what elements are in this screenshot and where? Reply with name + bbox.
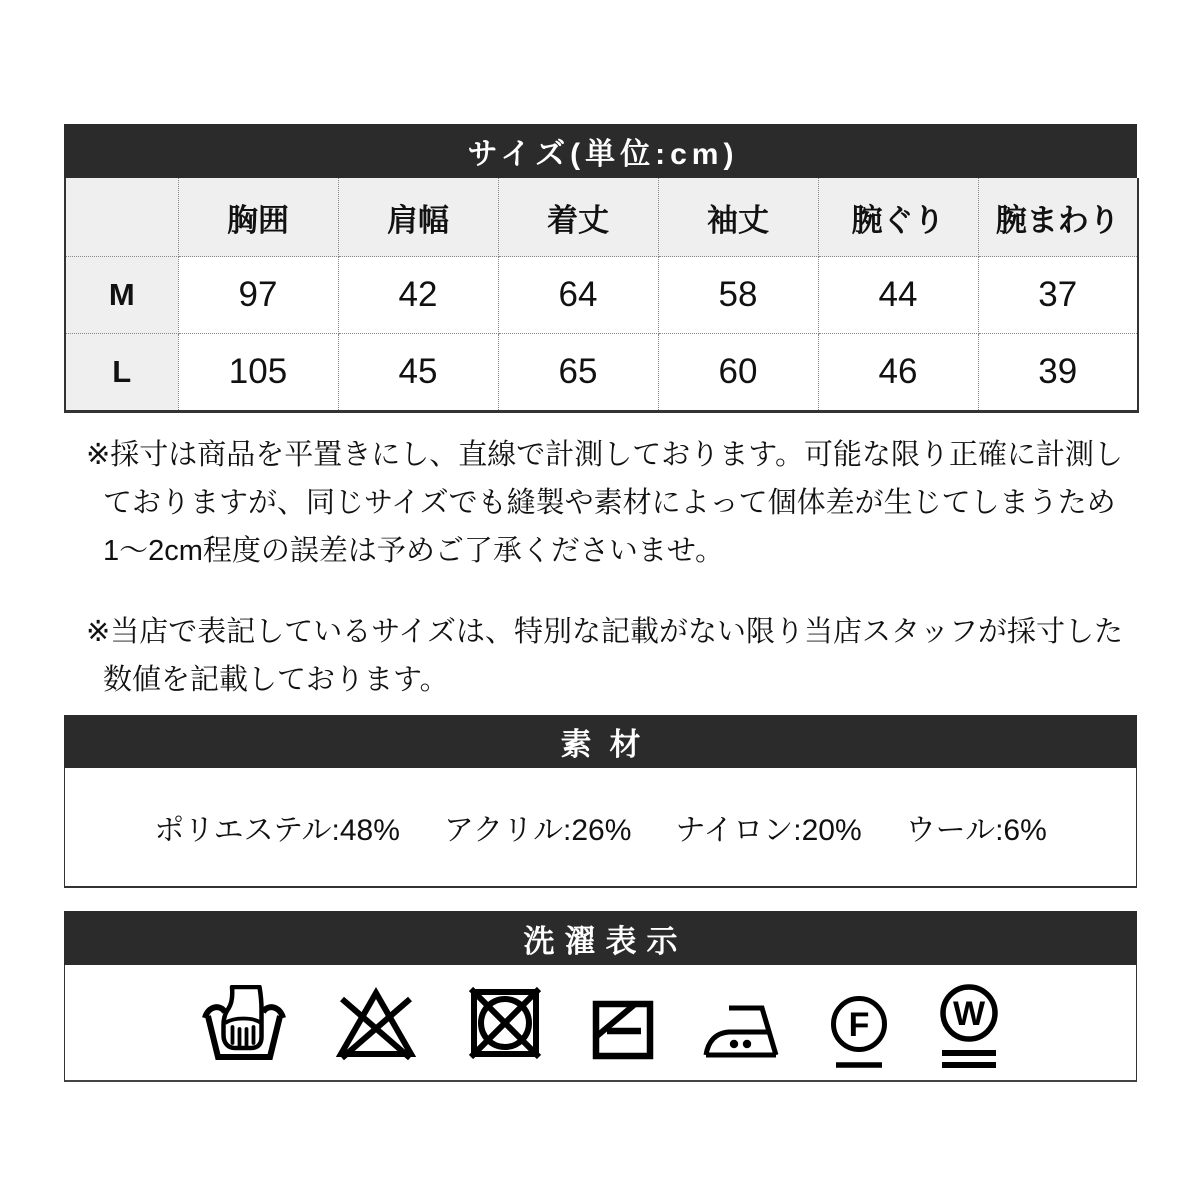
size-section [64, 124, 1137, 413]
material-item: ポリエステル:48% [154, 814, 400, 847]
size-value: 45 [338, 334, 498, 412]
material-item: ウール:6% [905, 814, 1047, 847]
size-value: 37 [978, 257, 1138, 334]
dry-flat-in-shade-icon [592, 1000, 654, 1060]
do-not-bleach-icon [334, 987, 418, 1063]
size-value: 58 [658, 257, 818, 334]
size-value: 39 [978, 334, 1138, 412]
table-row-size-m [65, 257, 1138, 334]
size-value: 64 [498, 257, 658, 334]
size-label: M [65, 257, 178, 334]
material-composition [64, 768, 1137, 888]
note-line: 数値を記載しております。 [103, 664, 449, 696]
size-table [64, 178, 1139, 413]
note-line: ※採寸は商品を平置きにし、直線で計測しております。可能な限り正確に計測し [86, 439, 1123, 471]
note-line: ておりますが、同じサイズでも縫製や素材によって個体差が生じてしまうため [103, 487, 1116, 519]
wet-clean-very-gentle-icon [937, 984, 1001, 1076]
material-section [64, 715, 1137, 888]
care-title: 洗濯表示 [523, 923, 688, 959]
size-title-bar [64, 124, 1137, 178]
wet-clean-letter: W [952, 995, 985, 1033]
column-header-sleeve: 袖丈 [658, 178, 818, 257]
note-line: ※当店で表記しているサイズは、特別な記載がない限り当店スタッフが採寸した [86, 616, 1123, 648]
size-label: L [65, 334, 178, 412]
size-value: 105 [178, 334, 338, 412]
measurement-note [86, 431, 1156, 575]
size-value: 44 [818, 257, 978, 334]
material-item: ナイロン:20% [675, 814, 862, 847]
column-header-length: 着丈 [498, 178, 658, 257]
care-symbols-row [64, 965, 1137, 1082]
care-section [64, 911, 1137, 1082]
material-title: 素材 [560, 727, 659, 762]
dry-clean-petroleum-gentle-icon [828, 995, 890, 1069]
size-table-header-row [65, 178, 1138, 257]
sizing-note [86, 608, 1156, 704]
column-header-arm-circumference: 腕まわり [978, 178, 1138, 257]
iron-medium-heat-icon [701, 1003, 781, 1060]
note-line: 1〜2cm程度の誤差は予めご了承くださいませ。 [103, 535, 725, 567]
material-title-bar [64, 715, 1137, 768]
size-value: 65 [498, 334, 658, 412]
table-row-size-l [65, 334, 1138, 412]
column-header-chest: 胸囲 [178, 178, 338, 257]
size-value: 46 [818, 334, 978, 412]
size-title: サイズ(単位:cm) [467, 138, 739, 171]
do-not-tumble-dry-icon [465, 983, 545, 1063]
material-item: アクリル:26% [443, 814, 632, 847]
hand-wash-icon [201, 985, 287, 1063]
size-value: 42 [338, 257, 498, 334]
dry-clean-letter: F [848, 1006, 869, 1044]
column-header-armhole: 腕ぐり [818, 178, 978, 257]
care-title-bar [64, 911, 1137, 965]
size-table-corner-cell [65, 178, 178, 257]
size-value: 60 [658, 334, 818, 412]
column-header-shoulder: 肩幅 [338, 178, 498, 257]
size-value: 97 [178, 257, 338, 334]
